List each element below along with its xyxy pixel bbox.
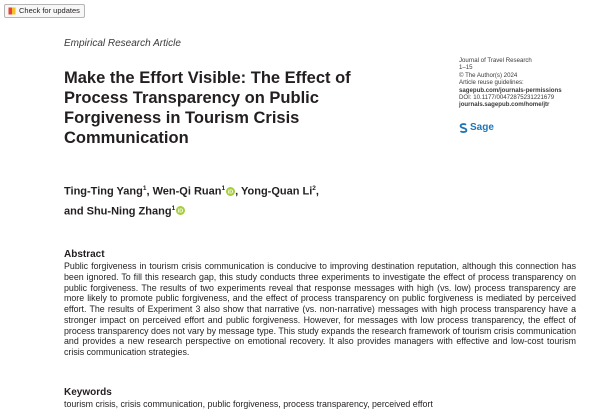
svg-text:iD: iD — [227, 189, 234, 196]
author-separator: , — [146, 185, 153, 198]
check-for-updates-label: Check for updates — [19, 6, 80, 15]
journal-name: Journal of Travel Research — [459, 57, 532, 64]
author-name: Yong-Quan Li — [241, 185, 313, 198]
author-separator: , — [315, 185, 319, 198]
article-title: Make the Effort Visible: The Effect of Process Transparency on Public Forgiveness in Tourism Crisis Communication — [64, 69, 351, 147]
reuse-label: Article reuse guidelines: — [459, 79, 524, 87]
journal-link[interactable]: journals.sagepub.com/home/jtr — [459, 101, 550, 109]
author-separator: , — [235, 185, 241, 198]
sage-logo — [459, 122, 494, 133]
abstract-heading: Abstract — [64, 249, 105, 260]
svg-text:iD: iD — [178, 208, 184, 215]
author-name: Ting-Ting Yang — [64, 185, 143, 198]
keywords-heading: Keywords — [64, 387, 112, 398]
copyright: © The Author(s) 2024 — [459, 71, 518, 79]
check-for-updates-button[interactable] — [4, 4, 85, 18]
check-for-updates-icon — [8, 7, 16, 15]
author-affiliation: 1 — [221, 185, 226, 192]
page-range: 1–15 — [459, 64, 473, 72]
author-affiliation: 1 — [171, 204, 176, 212]
author-affiliation: 2 — [312, 185, 316, 192]
orcid-icon[interactable] — [226, 185, 235, 201]
abstract-text: Public forgiveness in tourism crisis communication is conducive to improving destination reputation, although this connection has been ignored. To fill this research gap, this study conducts three experiments to investigate the effect of process transparency on public forgiveness. The results of two experiments reveal that response messages with high (vs. low) process transparency are more likely to promote public forgiveness, and the effect of process transparency on public forgiveness is mediated by perceived effort. The results of Experiment 3 also show that narrative (vs. non-narrative) messages with high process transparency have a stronger impact on perceived effort and public forgiveness. However, for messages with low process transparency, the effect of process transparency does not vary by message type. This study expands the research framework of tourism crisis communication and provides a new research perspective on emotional recovery. It also provides managers with effective and low-cost tourism crisis communication strategies. — [64, 261, 576, 357]
sage-logo-text: Sage — [470, 122, 494, 133]
sage-logo-icon — [459, 123, 468, 133]
reuse-link[interactable]: sagepub.com/journals-permissions — [459, 86, 562, 94]
author-name: Shu-Ning Zhang — [86, 205, 172, 218]
orcid-icon[interactable] — [176, 204, 185, 220]
author-list — [64, 181, 444, 220]
keywords-text: tourism crisis, crisis communication, public forgiveness, process transparency, perceived effort — [64, 399, 433, 409]
doi[interactable]: DOI: 10.1177/00472875231221679 — [459, 94, 555, 102]
author-name: Wen-Qi Ruan — [152, 185, 222, 198]
article-type: Empirical Research Article — [64, 38, 181, 49]
journal-meta — [459, 57, 599, 109]
author-prefix: and — [64, 205, 87, 218]
author-affiliation: 1 — [142, 185, 147, 192]
